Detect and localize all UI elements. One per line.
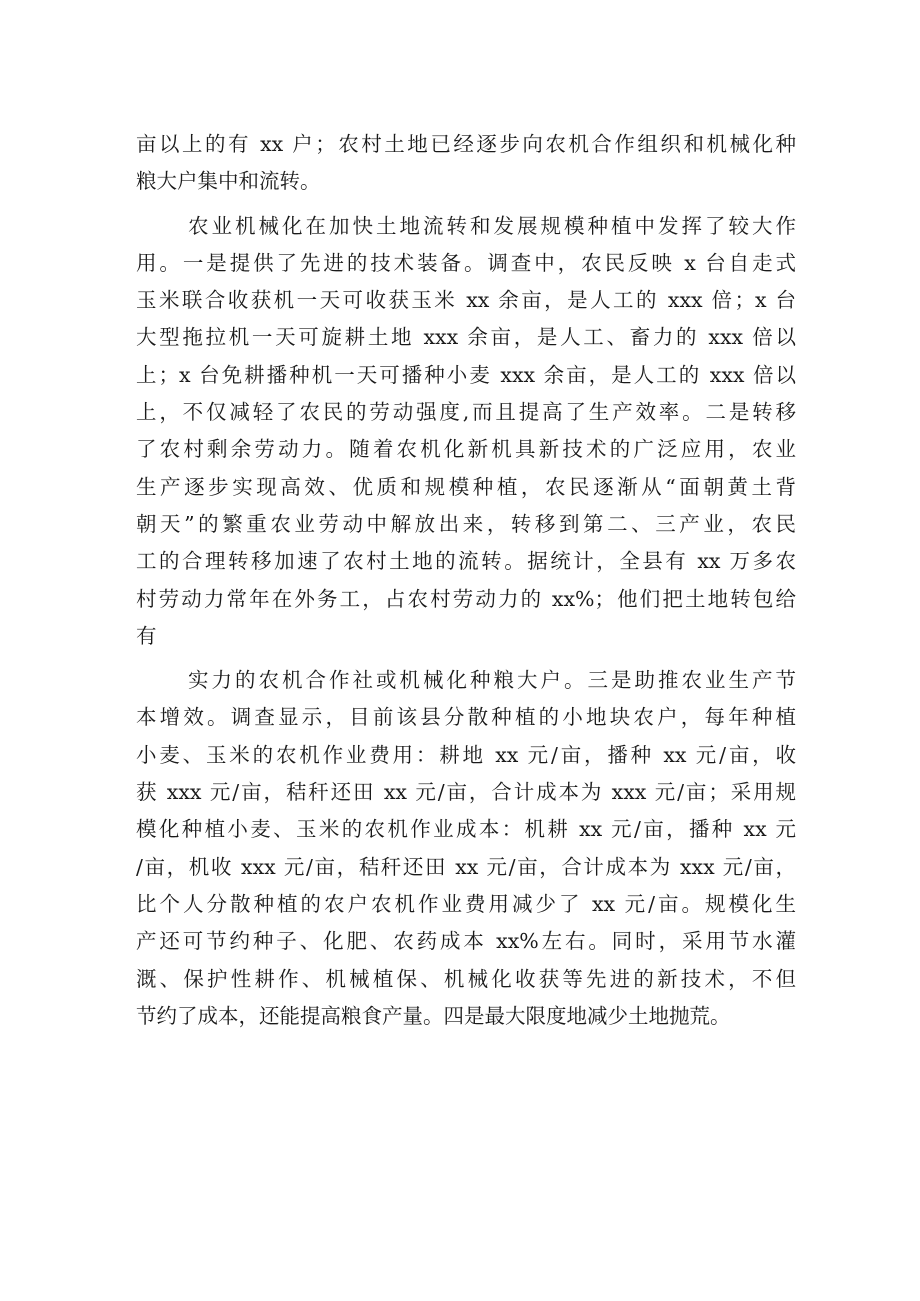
text-line: 上；x 台免耕播种机一天可播种小麦 xxx 余亩，是人工的 xxx 倍以 bbox=[136, 362, 796, 387]
text-line: 获 xxx 元/亩，秸秆还田 xx 元/亩，合计成本为 xxx 元/亩；采用规 bbox=[136, 780, 796, 805]
text-line: 有 bbox=[136, 623, 157, 648]
text-line: 用。一是提供了先进的技术装备。调查中，农民反映 x 台自走式 bbox=[136, 250, 796, 275]
paragraph-2 bbox=[136, 208, 796, 656]
text-line: 实力的农机合作社或机械化种粮大户。三是助推农业生产节 bbox=[188, 668, 796, 693]
text-line: 产还可节约种子、化肥、农药成本 xx%左右。同时，采用节水灌 bbox=[136, 929, 796, 954]
text-line: 小麦、玉米的农机作业费用：耕地 xx 元/亩，播种 xx 元/亩，收 bbox=[136, 742, 796, 767]
text-line: 朝天”的繁重农业劳动中解放出来，转移到第二、三产业，农民 bbox=[136, 511, 796, 536]
text-line: 模化种植小麦、玉米的农机作业成本：机耕 xx 元/亩，播种 xx 元 bbox=[136, 817, 796, 842]
text-line: 大型拖拉机一天可旋耕土地 xxx 余亩，是人工、畜力的 xxx 倍以 bbox=[136, 325, 796, 350]
text-line: 亩以上的有 xx 户；农村土地已经逐步向农机合作组织和机械化种 bbox=[136, 132, 796, 156]
text-line: 工的合理转移加速了农村土地的流转。据统计，全县有 xx 万多农 bbox=[136, 549, 796, 574]
text-line: 上，不仅减轻了农民的劳动强度,而且提高了生产效率。二是转移 bbox=[136, 400, 796, 425]
text-line: /亩，机收 xxx 元/亩，秸秆还田 xx 元/亩，合计成本为 xxx 元/亩， bbox=[136, 854, 796, 879]
text-line: 粮大户集中和流转。 bbox=[136, 169, 321, 194]
body-text bbox=[136, 126, 796, 1035]
paragraph-1 bbox=[136, 126, 796, 201]
text-line: 本增效。调查显示，目前该县分散种植的小地块农户，每年种植 bbox=[136, 705, 796, 730]
text-line: 村劳动力常年在外务工，占农村劳动力的 xx%；他们把土地转包给 bbox=[136, 586, 796, 611]
paragraph-3 bbox=[136, 662, 796, 1035]
text-line: 了农村剩余劳动力。随着农机化新机具新技术的广泛应用，农业 bbox=[136, 437, 796, 462]
text-line: 生产逐步实现高效、优质和规模种植，农民逐渐从“面朝黄土背 bbox=[136, 474, 796, 499]
text-line: 玉米联合收获机一天可收获玉米 xx 余亩，是人工的 xxx 倍；x 台 bbox=[136, 288, 796, 313]
text-line: 溉、保护性耕作、机械植保、机械化收获等先进的新技术，不但 bbox=[136, 966, 796, 991]
text-line: 农业机械化在加快土地流转和发展规模种植中发挥了较大作 bbox=[188, 213, 796, 238]
text-line: 节约了成本，还能提高粮食产量。四是最大限度地减少土地抛荒。 bbox=[136, 1003, 731, 1028]
text-line: 比个人分散种植的农户农机作业费用减少了 xx 元/亩。规模化生 bbox=[136, 891, 796, 916]
